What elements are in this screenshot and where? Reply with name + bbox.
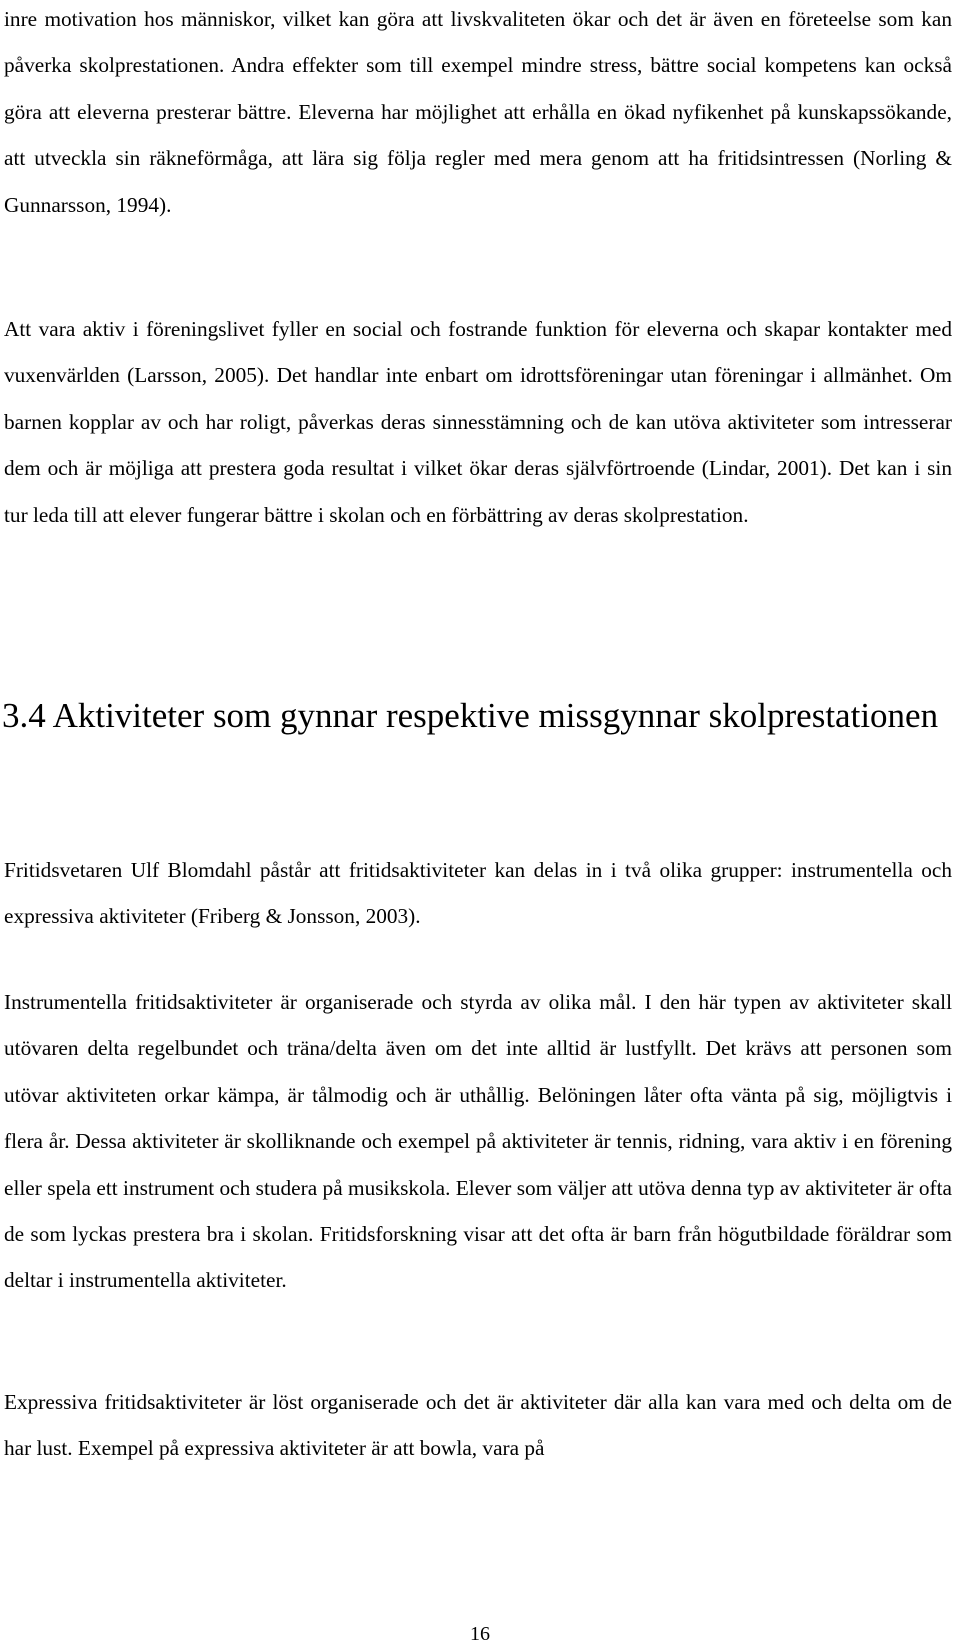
paragraph-blomdahl: Fritidsvetaren Ulf Blomdahl påstår att fritidsaktiviteter kan delas in i två olika grupper: instrumentella och expressiva aktiviteter (Friberg & Jonsson, 2003). (4, 858, 952, 929)
paragraph-motivation: inre motivation hos människor, vilket kan göra att livskvaliteten ökar och det är även en företeelse som kan påverka skolprestationen. Andra effekter som till exempel mindre stress, bättre social kompetens kan också göra att eleverna presterar bättre. Eleverna har möjlighet att erhålla en ökad nyfikenhet på kunskapssökande, att utveckla sin räkneförmåga, att lära sig följa regler med mera genom att ha fritidsintressen (Norling & Gunnarsson, 1994). (4, 7, 952, 217)
section-heading: 3.4 Aktiviteter som gynnar respektive missgynnar skolprestationen (2, 696, 939, 735)
paragraph-instrumentella: Instrumentella fritidsaktiviteter är organiserade och styrda av olika mål. I den här typen av aktiviteter skall utövaren delta regelbundet och träna/delta även om det inte alltid är lustfyllt. Det krävs att personen som utövar aktiviteten orkar kämpa, är tålmodig och är uthållig. Belöningen låter ofta vänta på sig, möjligtvis i flera år. Dessa aktiviteter är skolliknande och exempel på aktiviteter är tennis, ridning, vara aktiv i en förening eller spela ett instrument och studera på musikskola. Elever som väljer att utöva denna typ av aktiviteter är ofta de som lyckas prestera bra i skolan. Fritidsforskning visar att det ofta är barn från högutbildade föräldrar som deltar i instrumentella aktiviteter. (4, 990, 952, 1293)
paragraph-foreningslivet: Att vara aktiv i föreningslivet fyller en social och fostrande funktion för eleverna och skapar kontakter med vuxenvärlden (Larsson, 2005). Det handlar inte enbart om idrottsföreningar utan föreningar i allmänhet. Om barnen kopplar av och har roligt, påverkas deras sinnesstämning och de kan utöva aktiviteter som intresserar dem och är möjliga att prestera goda resultat i vilket ökar deras självförtroende (Lindar, 2001). Det kan i sin tur leda till att elever fungerar bättre i skolan och en förbättring av deras skolprestation. (4, 317, 952, 527)
paragraph-expressiva: Expressiva fritidsaktiviteter är löst organiserade och det är aktiviteter där alla kan vara med och delta om de har lust. Exempel på expressiva aktiviteter är att bowla, vara på (4, 1390, 952, 1461)
page-number: 16 (470, 1623, 490, 1645)
